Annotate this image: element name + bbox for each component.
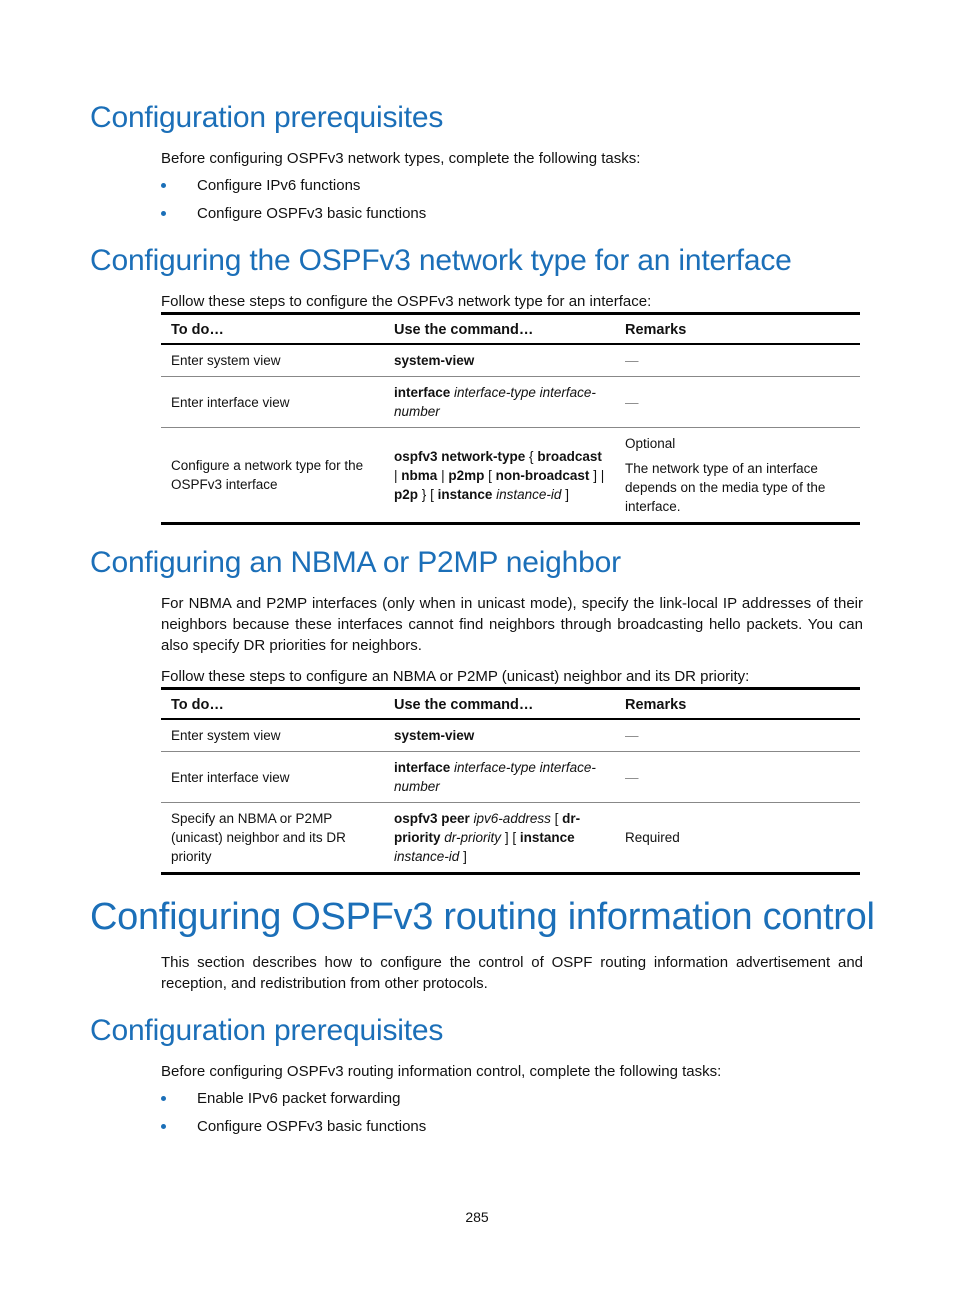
cell-command: ospfv3 peer ipv6-address [ dr-priority dr-priority ] [ instance instance-id ] [384,803,615,874]
cell-remarks: — [615,752,860,803]
column-header-todo: To do… [161,689,384,720]
section-heading-prerequisites: Configuration prerequisites [90,101,444,134]
bullet-icon [161,1096,166,1101]
table-row [161,752,860,803]
column-header-todo: To do… [161,314,384,345]
table-row [161,428,860,524]
cell-todo: Enter interface view [161,377,384,428]
column-header-command: Use the command… [384,689,615,720]
network-type-table [161,312,860,525]
cell-todo: Specify an NBMA or P2MP (unicast) neighbor and its DR priority [161,803,384,874]
cell-remarks: Optional The network type of an interface depends on the media type of the interface. [615,428,860,524]
section-heading-nbma-neighbor: Configuring an NBMA or P2MP neighbor [90,546,621,579]
table-row [161,719,860,752]
column-header-command: Use the command… [384,314,615,345]
chapter-description: This section describes how to configure the control of OSPF routing information advertisement and reception, and redistribution from other protocols. [161,954,863,992]
cell-todo: Enter system view [161,344,384,377]
cell-todo: Configure a network type for the OSPFv3 interface [161,428,384,524]
chapter-heading: Configuring OSPFv3 routing information control [90,896,875,938]
cell-todo: Enter system view [161,719,384,752]
bullet-icon [161,1124,166,1129]
cell-command: interface interface-type interface-number [384,377,615,428]
network-type-intro: Follow these steps to configure the OSPFv3 network type for an interface: [161,293,652,310]
cell-remarks: — [615,344,860,377]
cell-remarks: — [615,719,860,752]
bullet-icon [161,183,166,188]
cell-command: system-view [384,344,615,377]
table-header-row [161,689,860,720]
nbma-neighbor-table [161,687,860,875]
table-header-row [161,314,860,345]
cell-remarks: — [615,377,860,428]
nbma-neighbor-intro: Follow these steps to configure an NBMA or P2MP (unicast) neighbor and its DR priority: [161,668,750,685]
cell-remarks: Required [615,803,860,874]
table-row [161,344,860,377]
table-row [161,803,860,874]
prerequisites-intro: Before configuring OSPFv3 network types, complete the following tasks: [161,150,641,167]
document-page: Configuration prerequisites Before configuring OSPFv3 network types, complete the following tasks: Configure IPv6 functions Configure OSPFv3 basic functions Configuring the OSPFv3 network type for an interface Follow these steps to configure the OSPFv3 network type for an interface: To do… Use the command… Remarks Enter system view system-view — Enter interface view interface interface-type interface-number — Configure a network type for the OSPFv3 interface ospfv3 network-type { broadcast | nbma | p2mp [ non-broadcast ] | p2p } [ instance instance-id ] Optional The network type of an interface depends on the media type of the interface. Configuring an NBMA or P2MP neighbor For NBMA and P2MP interfaces (only when in unicast mode), specify the link-local IP addresses of their neighbors because these interfaces cannot find neighbors through broadcasting hello packets. You can also specify DR priorities for neighbors. Follow these steps to configure an NBMA or P2MP (unicast) neighbor and its DR priority: To do… Use the command… Remarks Enter system view system-view — Enter interface view interface interface-type interface-number — Specify an NBMA or P2MP (unicast) neighbor and its DR priority ospfv3 peer ipv6-address [ dr-priority dr-priority ] [ instance instance-id ] Required Configuring OSPFv3 routing information control This section describes how to configure the control of OSPF routing information advertisement and reception, and redistribution from other protocols. Configuration prerequisites Before configuring OSPFv3 routing information control, complete the following tasks: Enable IPv6 packet forwarding Configure OSPFv3 basic functions 285 [0,0,954,1296]
prerequisites-intro-2: Before configuring OSPFv3 routing information control, complete the following tasks: [161,1063,722,1080]
cell-todo: Enter interface view [161,752,384,803]
column-header-remarks: Remarks [615,314,860,345]
section-heading-network-type: Configuring the OSPFv3 network type for an interface [90,244,792,277]
bullet-icon [161,211,166,216]
cell-command: interface interface-type interface-number [384,752,615,803]
section-heading-prerequisites-2: Configuration prerequisites [90,1014,444,1047]
column-header-remarks: Remarks [615,689,860,720]
page-number: 285 [465,1209,489,1225]
nbma-neighbor-description: For NBMA and P2MP interfaces (only when in unicast mode), specify the link-local IP addresses of their neighbors because these interfaces cannot find neighbors through broadcasting hello packets. You can also specify DR priorities for neighbors. [161,595,863,654]
cell-command: system-view [384,719,615,752]
table-row [161,377,860,428]
cell-command: ospfv3 network-type { broadcast | nbma | p2mp [ non-broadcast ] | p2p } [ instance instance-id ] [384,428,615,524]
